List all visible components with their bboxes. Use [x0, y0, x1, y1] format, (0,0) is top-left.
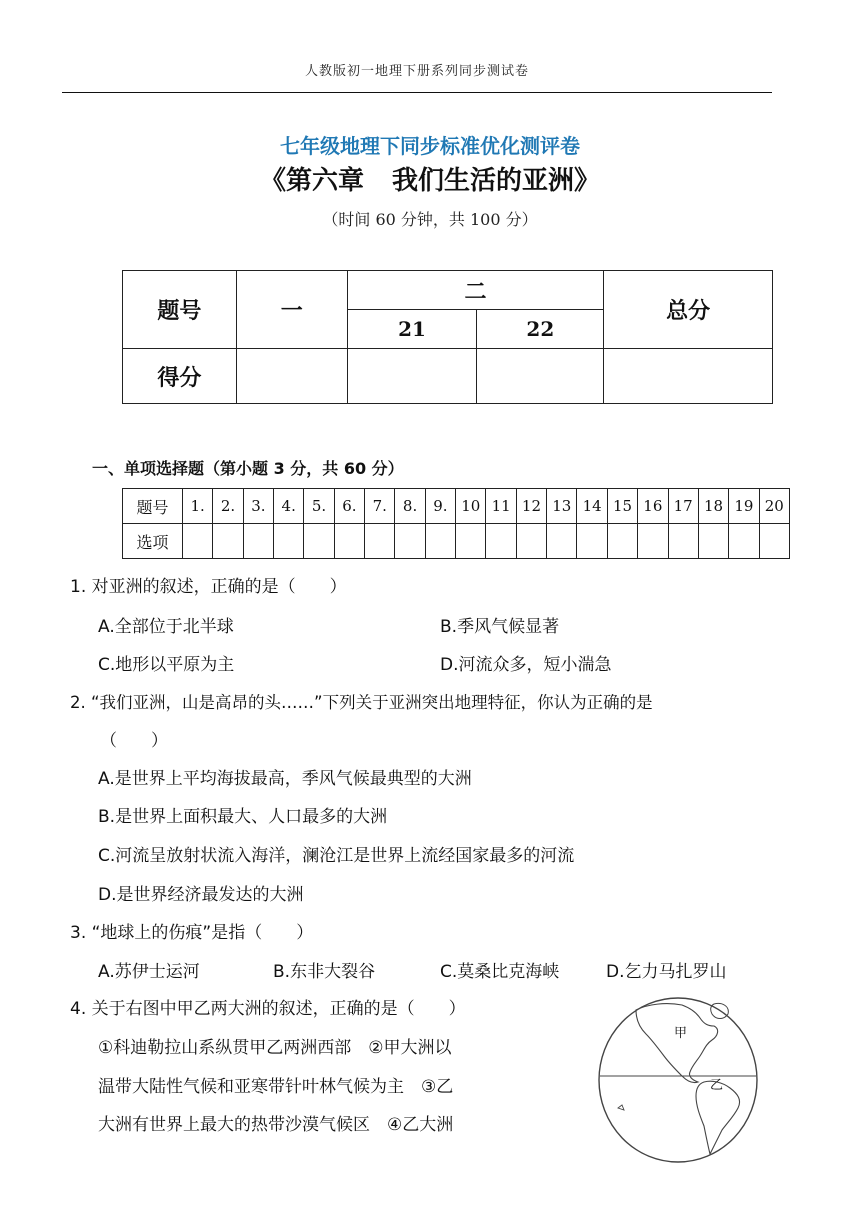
globe-outline	[599, 998, 757, 1162]
answer-option-cell[interactable]	[213, 524, 243, 559]
answer-option-cell[interactable]	[365, 524, 395, 559]
score-cell-21[interactable]	[347, 349, 477, 404]
americas-globe-map	[596, 996, 760, 1164]
question-2-option-a: A.是世界上平均海拔最高，季风气候最典型的大洲	[98, 769, 472, 789]
answer-option-cell[interactable]	[183, 524, 213, 559]
score-cell-part1[interactable]	[236, 349, 347, 404]
answer-option-cell[interactable]	[516, 524, 546, 559]
question-2-option-c: C.河流呈放射状流入海洋，澜沧江是世界上流经国家最多的河流	[98, 846, 575, 866]
question-2-stem: 2. “我们亚洲，山是高昂的头……”下列关于亚洲突出地理特征，你认为正确的是	[70, 693, 653, 712]
question-4-stem: 4. 关于右图中甲乙两大洲的叙述，正确的是（ ）	[70, 999, 466, 1019]
question-1-option-d: D.河流众多，短小湍急	[440, 655, 612, 675]
score-table	[122, 270, 773, 404]
question-2-paren: （ ）	[100, 731, 168, 751]
answer-number-cell: 2.	[213, 489, 243, 524]
question-3-stem: 3. “地球上的伤痕”是指（ ）	[70, 923, 314, 943]
map-label-jia: 甲	[674, 1026, 688, 1041]
page-header: 人教版初一地理下册系列同步测试卷	[304, 64, 529, 79]
score-row-label: 得分	[123, 349, 237, 404]
exam-subtitle: 七年级地理下同步标准优化测评卷	[280, 134, 580, 158]
answer-number-cell: 20	[759, 489, 789, 524]
answer-number-cell: 5.	[304, 489, 334, 524]
answer-number-cell: 12	[516, 489, 546, 524]
score-sub-22: 22	[477, 310, 604, 349]
score-cell-22[interactable]	[477, 349, 604, 404]
map-label-yi: 乙	[710, 1078, 724, 1093]
question-3-option-c: C.莫桑比克海峡	[440, 962, 560, 982]
answer-number-cell: 15	[607, 489, 637, 524]
answer-option-cell[interactable]	[668, 524, 698, 559]
answer-number-cell: 1.	[183, 489, 213, 524]
exam-title-left: 《第六章	[259, 166, 364, 196]
answer-option-cell[interactable]	[425, 524, 455, 559]
question-4-line-2: 温带大陆性气候和亚寒带针叶林气候为主 ③乙	[98, 1077, 454, 1097]
answer-option-cell[interactable]	[577, 524, 607, 559]
question-1-option-a: A.全部位于北半球	[98, 617, 234, 637]
answer-option-cell[interactable]	[274, 524, 304, 559]
answer-option-cell[interactable]	[486, 524, 516, 559]
answer-option-cell[interactable]	[334, 524, 364, 559]
answer-option-cell[interactable]	[729, 524, 759, 559]
score-sub-21: 21	[347, 310, 477, 349]
answer-option-cell[interactable]	[395, 524, 425, 559]
exam-title	[0, 160, 860, 197]
answer-number-cell: 19	[729, 489, 759, 524]
question-4-line-1: ①科迪勒拉山系纵贯甲乙两洲西部 ②甲大洲以	[98, 1038, 452, 1058]
answer-number-cell: 18	[698, 489, 728, 524]
answer-row2-label: 选项	[123, 524, 183, 559]
question-4-line-3: 大洲有世界上最大的热带沙漠气候区 ④乙大洲	[98, 1115, 454, 1135]
answer-option-cell[interactable]	[243, 524, 273, 559]
score-total-header: 总分	[604, 271, 773, 349]
question-1-option-c: C.地形以平原为主	[98, 655, 235, 675]
answer-option-cell[interactable]	[607, 524, 637, 559]
answer-number-cell: 4.	[274, 489, 304, 524]
answer-option-cell[interactable]	[698, 524, 728, 559]
score-part1-header: 一	[236, 271, 347, 349]
answer-number-cell: 13	[547, 489, 577, 524]
header-divider	[62, 92, 772, 93]
question-2-option-d: D.是世界经济最发达的大洲	[98, 885, 304, 905]
question-3-option-b: B.东非大裂谷	[273, 962, 376, 982]
answer-number-cell: 9.	[425, 489, 455, 524]
question-1-stem: 1. 对亚洲的叙述，正确的是（ ）	[70, 577, 347, 597]
answer-number-cell: 16	[638, 489, 668, 524]
answer-table	[122, 488, 790, 559]
answer-number-cell: 8.	[395, 489, 425, 524]
answer-option-cell[interactable]	[638, 524, 668, 559]
answer-number-cell: 11	[486, 489, 516, 524]
score-col-label: 题号	[123, 271, 237, 349]
answer-number-cell: 14	[577, 489, 607, 524]
answer-option-cell[interactable]	[456, 524, 486, 559]
question-1-option-b: B.季风气候显著	[440, 617, 560, 637]
score-cell-total[interactable]	[604, 349, 773, 404]
question-2-option-b: B.是世界上面积最大、人口最多的大洲	[98, 807, 388, 827]
answer-row1-label: 题号	[123, 489, 183, 524]
answer-number-cell: 10	[456, 489, 486, 524]
answer-number-cell: 6.	[334, 489, 364, 524]
score-part2-header: 二	[347, 271, 604, 310]
section-heading-choice: 一、单项选择题（第小题 3 分，共 60 分）	[92, 459, 404, 478]
answer-option-cell[interactable]	[304, 524, 334, 559]
answer-option-cell[interactable]	[759, 524, 789, 559]
answer-number-cell: 3.	[243, 489, 273, 524]
question-3-option-a: A.苏伊士运河	[98, 962, 200, 982]
exam-title-right: 我们生活的亚洲》	[392, 166, 601, 196]
answer-number-cell: 17	[668, 489, 698, 524]
answer-number-cell: 7.	[365, 489, 395, 524]
answer-option-cell[interactable]	[547, 524, 577, 559]
question-3-option-d: D.乞力马扎罗山	[606, 962, 727, 982]
time-note: （时间 60 分钟，共 100 分）	[322, 210, 538, 229]
